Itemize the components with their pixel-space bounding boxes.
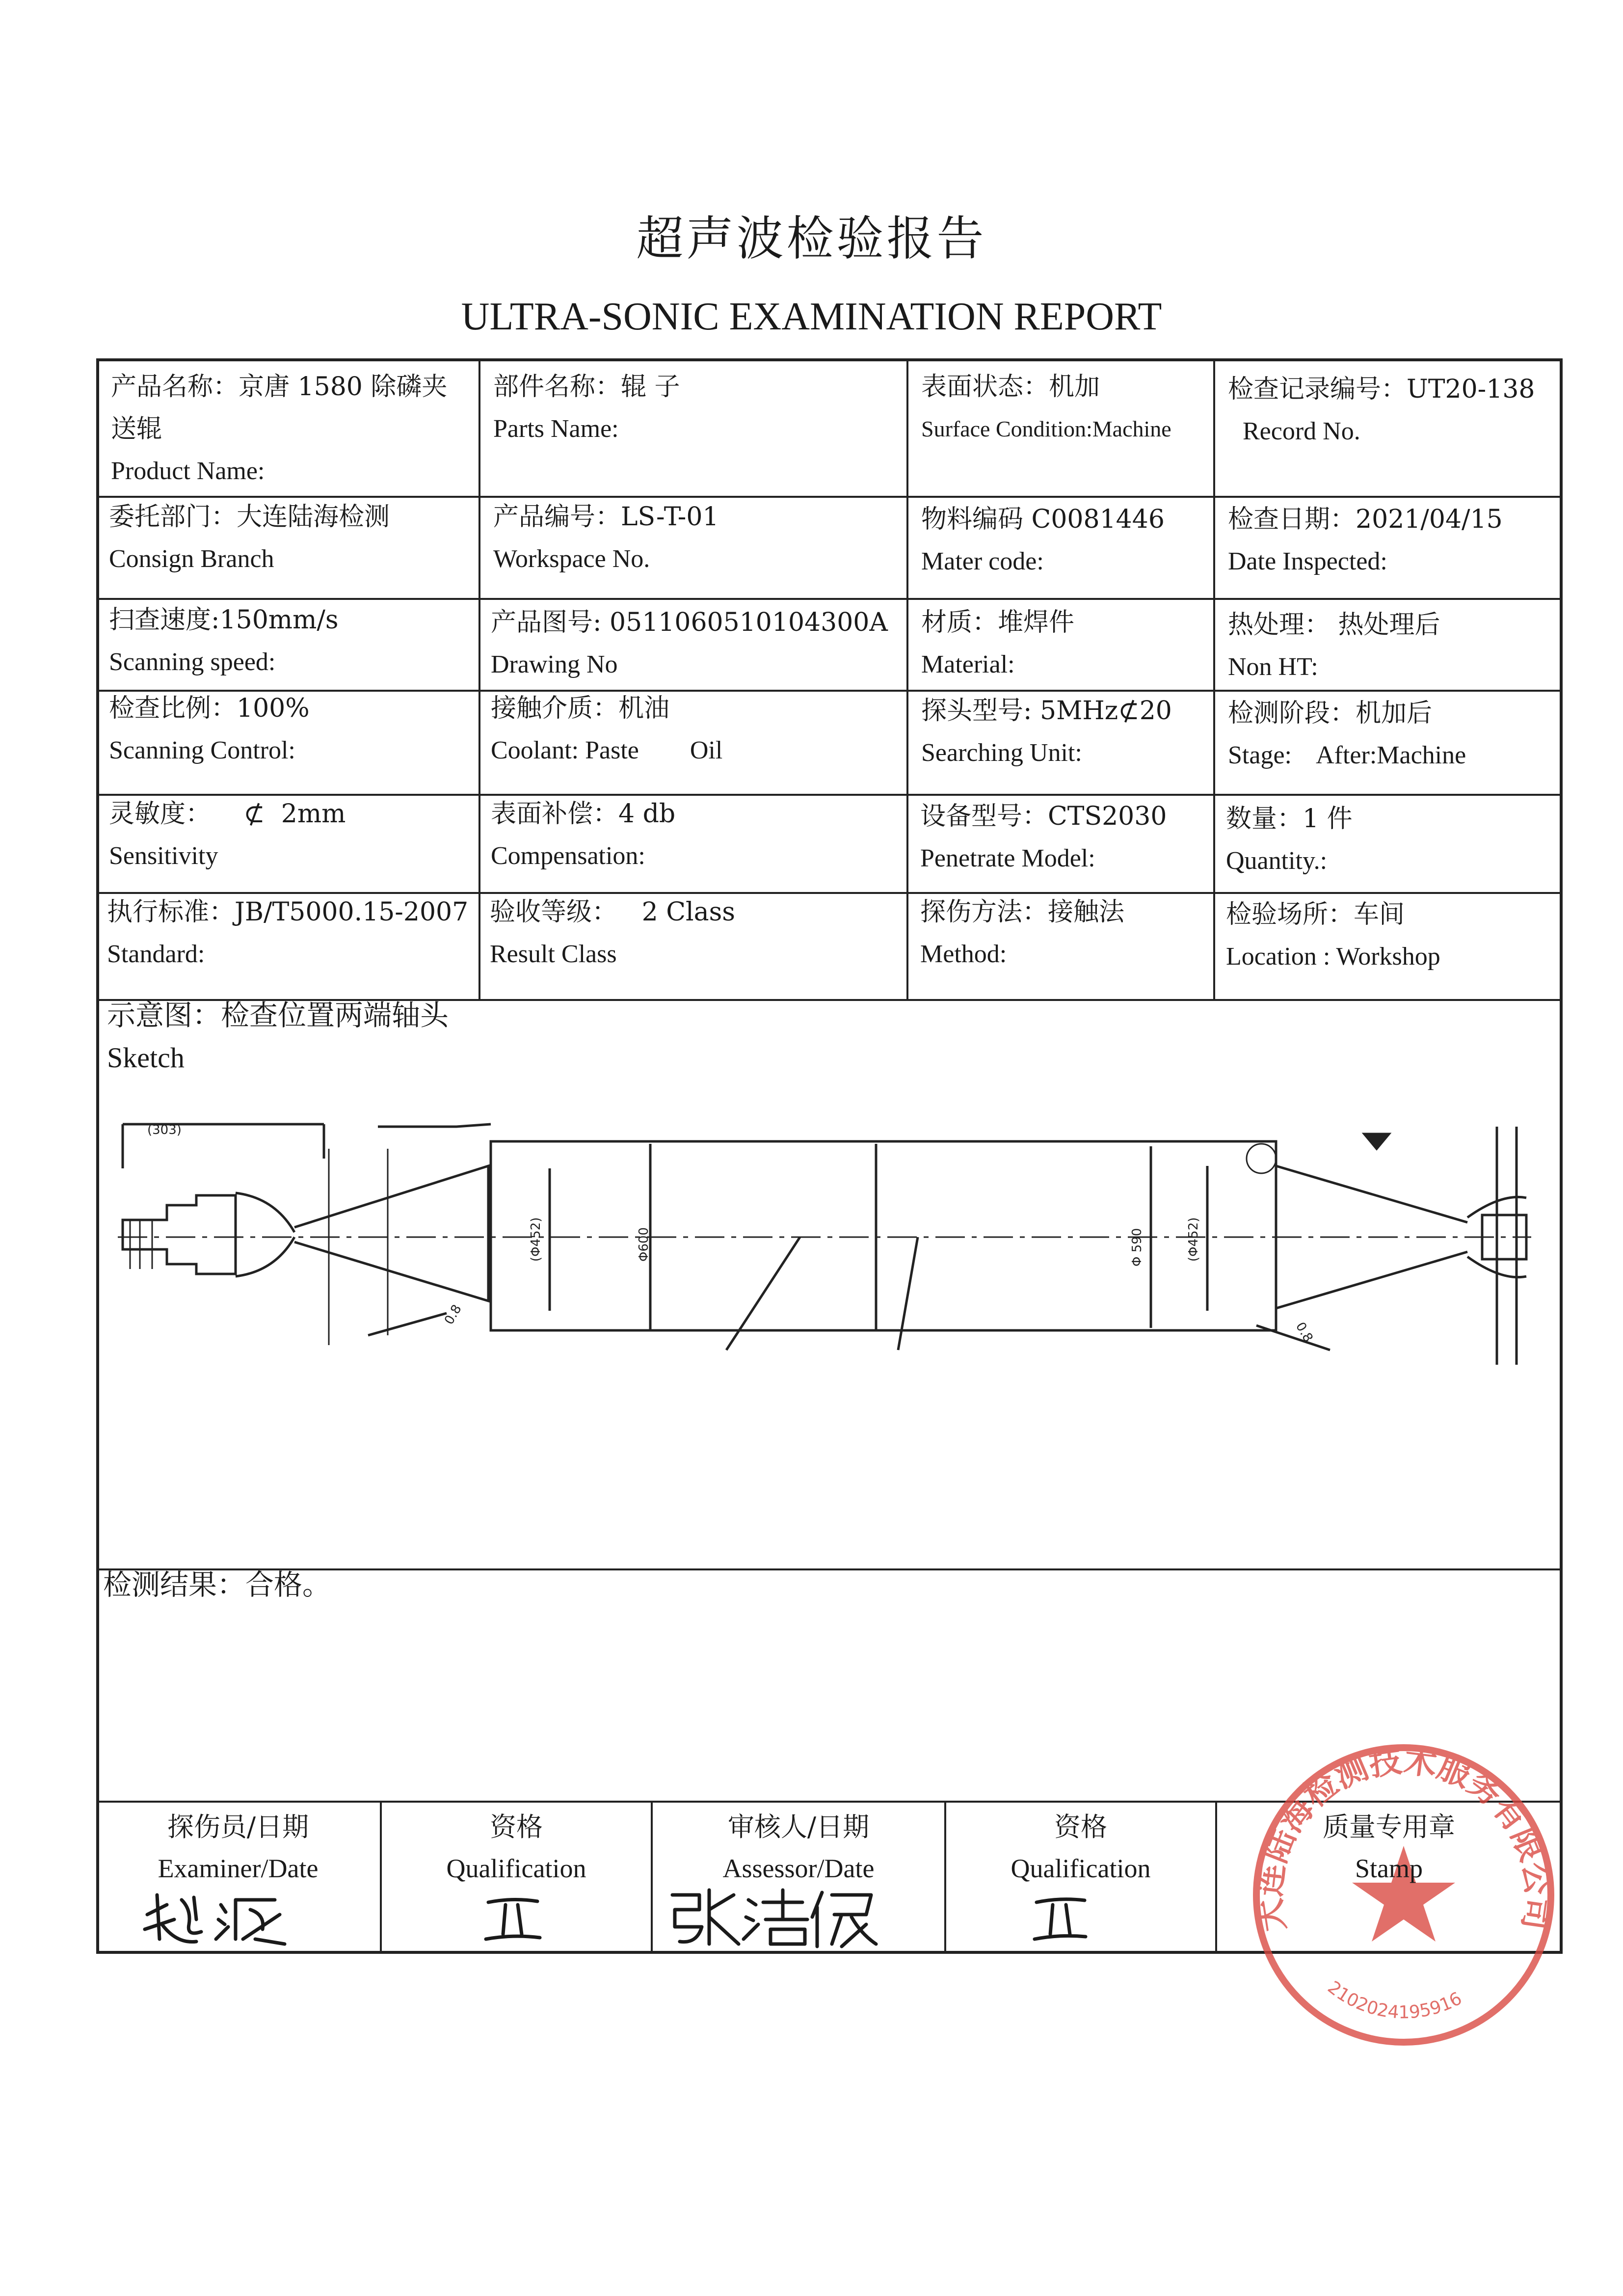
quantity-cell — [1226, 798, 1353, 882]
column-divider — [479, 358, 480, 999]
product-name-en: Product Name: — [111, 457, 265, 485]
qualification-header-2 — [946, 1807, 1215, 1889]
stamp-cn: 质量专用章 — [1323, 1811, 1455, 1842]
consign-branch-cn: 委托部门：大连陆海检测 — [109, 502, 390, 532]
scanning-speed-cn: 扫查速度:150mm/s — [109, 605, 339, 635]
qualification-header-1 — [382, 1807, 651, 1889]
heat-treatment-en: Non HT: — [1228, 653, 1318, 681]
record-no-en: Record No. — [1243, 417, 1360, 445]
sketch-label-en: Sketch — [107, 1042, 185, 1074]
penetrate-model-en: Penetrate Model: — [920, 844, 1095, 872]
stage-cn: 检测阶段：机加后 — [1228, 699, 1433, 728]
detail-circle — [1247, 1144, 1276, 1173]
surface-condition-en: Surface Condition:Machine — [921, 416, 1171, 441]
sketch-label-cn: 示意图：检查位置两端轴头 — [107, 999, 449, 1032]
product-name-cn: 产品名称：京唐 1580 除磷夹 — [111, 372, 448, 402]
stage-en: Stage: After:Machine — [1228, 741, 1466, 769]
mater-code-en: Mater code: — [921, 547, 1044, 575]
stamp-header — [1217, 1807, 1561, 1889]
stamp-number: 2102024195916 — [1324, 1977, 1465, 2023]
date-inspected-cell — [1228, 498, 1503, 583]
location-en: Location : Workshop — [1226, 943, 1440, 971]
mater-code-cn: 物料编码 C0081446 — [921, 505, 1165, 534]
dim-452-right: (Φ452) — [1186, 1217, 1201, 1262]
stamp-arc-text: 大连陆海检测技术服务有限公司 — [1250, 1741, 1557, 1934]
record-no-cell — [1228, 368, 1535, 453]
date-inspected-cn: 检查日期：2021/04/15 — [1228, 505, 1503, 534]
product-name-cell — [111, 366, 447, 492]
compensation-cn: 表面补偿：4 db — [491, 799, 676, 829]
standard-cn: 执行标准：JB/T5000.15-2007 — [107, 897, 469, 927]
roller-body — [491, 1141, 1276, 1330]
sensitivity-cn: 灵敏度： ⊄ 2mm — [109, 799, 346, 829]
date-inspected-en: Date Inspected: — [1228, 547, 1387, 575]
penetrate-model-cell — [920, 795, 1167, 880]
location-cell — [1226, 893, 1440, 978]
scanning-speed-en: Scanning speed: — [109, 648, 276, 676]
column-divider — [906, 358, 908, 999]
svg-text:2102024195916 — [1324, 1977, 1465, 2023]
drawing-no-en: Drawing No — [491, 650, 618, 678]
qualification-1-value — [483, 1892, 542, 1946]
report-title-en: ULTRA-SONIC EXAMINATION REPORT — [461, 295, 1162, 338]
parts-name-en: Parts Name: — [493, 415, 619, 443]
qualification-2-value — [1031, 1892, 1090, 1946]
column-divider — [1213, 358, 1215, 999]
result-class-cn: 验收等级： 2 Class — [490, 897, 735, 927]
searching-unit-en: Searching Unit: — [921, 739, 1082, 767]
roughness-left: 0.8 — [442, 1302, 465, 1327]
sensitivity-en: Sensitivity — [109, 842, 218, 870]
heat-treatment-cn: 热处理： 热处理后 — [1228, 610, 1440, 640]
qualification-2-cn: 资格 — [1054, 1811, 1107, 1842]
qualification-1-cn: 资格 — [490, 1811, 543, 1842]
sensitivity-cell — [109, 793, 346, 877]
left-end-arc — [236, 1193, 294, 1232]
stamp-en: Stamp — [1355, 1854, 1423, 1883]
examiner-signature — [137, 1885, 294, 1954]
dim-590: Φ 590 — [1130, 1228, 1144, 1267]
examiner-header — [96, 1807, 380, 1889]
assessor-en: Assessor/Date — [722, 1854, 875, 1883]
method-en: Method: — [920, 940, 1007, 968]
row-divider — [96, 690, 1563, 692]
examiner-en: Examiner/Date — [158, 1854, 319, 1883]
assessor-signature — [665, 1880, 886, 1954]
searching-unit-cell — [921, 690, 1172, 774]
examiner-cn: 探伤员/日期 — [167, 1811, 309, 1842]
dim-303: (303) — [147, 1123, 182, 1137]
scanning-speed-cell — [109, 599, 339, 683]
method-cell — [920, 891, 1124, 975]
record-no-cn: 检查记录编号：UT20-138 — [1228, 375, 1535, 404]
standard-en: Standard: — [107, 940, 205, 968]
location-cn: 检验场所：车间 — [1226, 900, 1405, 929]
heat-treatment-cell — [1228, 604, 1440, 688]
material-cell — [921, 601, 1074, 686]
surface-condition-cn: 表面状态：机加 — [921, 372, 1100, 402]
coolant-en: Coolant: Paste Oil — [491, 736, 723, 764]
consign-branch-en: Consign Branch — [109, 545, 274, 573]
dim-600: Φ600 — [637, 1227, 651, 1262]
standard-cell — [107, 891, 468, 975]
scanning-control-cell — [109, 687, 310, 772]
company-stamp — [1242, 1733, 1566, 2057]
assessor-header — [653, 1807, 944, 1889]
penetrate-model-cn: 设备型号：CTS2030 — [920, 802, 1167, 831]
searching-unit-cn: 探头型号: 5MHz⊄20 — [921, 696, 1172, 726]
coolant-cn: 接触介质：机油 — [491, 694, 670, 723]
compensation-cell — [491, 793, 675, 877]
parts-name-cn: 部件名称：辊 子 — [493, 372, 680, 402]
parts-name-cell — [493, 366, 680, 450]
quantity-en: Quantity.: — [1226, 847, 1328, 875]
drawing-no-cell — [491, 601, 888, 686]
method-cn: 探伤方法：接触法 — [920, 897, 1125, 927]
result-class-en: Result Class — [490, 940, 617, 968]
scanning-control-en: Scanning Control: — [109, 736, 295, 764]
compensation-en: Compensation: — [491, 842, 645, 870]
product-name-cn-cont: 送辊 — [111, 414, 162, 444]
result-class-cell — [490, 891, 735, 975]
workspace-no-en: Workspace No. — [493, 545, 650, 573]
material-cn: 材质：堆焊件 — [921, 608, 1075, 637]
drawing-no-cn: 产品图号: 0511060510104300A — [491, 608, 888, 637]
stage-cell — [1228, 692, 1466, 777]
scanning-control-cn: 检查比例：100% — [109, 694, 310, 723]
qualification-1-en: Qualification — [446, 1854, 586, 1883]
workspace-no-cn: 产品编号：LS-T-01 — [493, 502, 719, 532]
surface-condition-cell — [921, 366, 1171, 450]
report-title-cn: 超声波检验报告 — [636, 211, 987, 266]
assessor-cn: 审核人/日期 — [727, 1811, 870, 1842]
material-en: Material: — [921, 650, 1015, 678]
result-label: 检测结果：合格。 — [103, 1568, 331, 1601]
quantity-cn: 数量：1 件 — [1226, 804, 1353, 834]
roughness-right: 0.8 — [1292, 1320, 1316, 1345]
workspace-no-cell — [493, 496, 719, 580]
mater-code-cell — [921, 498, 1165, 583]
qualification-2-en: Qualification — [1011, 1854, 1151, 1883]
dim-452-left: (Φ452) — [529, 1217, 543, 1262]
consign-branch-cell — [109, 496, 390, 580]
roller-sketch — [113, 1119, 1536, 1375]
left-cone — [294, 1166, 488, 1301]
coolant-cell — [491, 687, 722, 772]
